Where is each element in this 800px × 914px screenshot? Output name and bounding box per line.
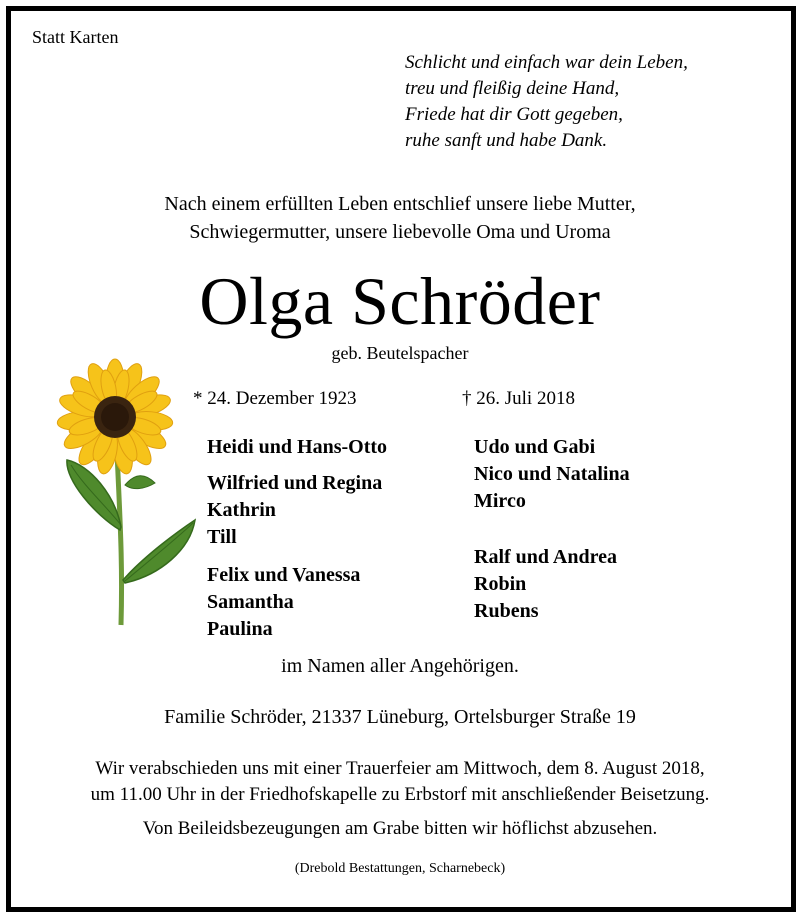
poem-line: Friede hat dir Gott gegeben, (405, 104, 623, 125)
family-group (207, 434, 387, 461)
family-group (474, 434, 630, 515)
family-member: Nico und Natalina (474, 463, 630, 485)
family-member: Rubens (474, 600, 539, 622)
family-member: Ralf und Andrea (474, 546, 618, 568)
family-member: Udo und Gabi (474, 436, 596, 458)
sunflower-image (45, 355, 205, 630)
poem-line: ruhe sanft und habe Dank. (405, 130, 608, 151)
family-address: Familie Schröder, 21337 Lüneburg, Ortelsburger Straße 19 (164, 706, 636, 728)
family-member: Mirco (474, 490, 526, 512)
statt-karten-label: Statt Karten (32, 27, 119, 47)
undertaker-credit: (Drebold Bestattungen, Scharnebeck) (294, 861, 506, 876)
behalf-line: im Namen aller Angehörigen. (281, 655, 519, 677)
family-group (207, 470, 382, 551)
service-line: Wir verabschieden uns mit einer Trauerfeier am Mittwoch, dem 8. August 2018, (95, 758, 705, 779)
family-member: Till (207, 526, 237, 548)
condolences-note: Von Beileidsbezeugungen am Grabe bitten wir höflichst abzusehen. (142, 818, 658, 839)
family-member: Paulina (207, 618, 273, 640)
deceased-name: Olga Schröder (199, 263, 601, 339)
intro-line: Nach einem erfüllten Leben entschlief unsere liebe Mutter, (164, 193, 636, 215)
poem-line: treu und fleißig deine Hand, (405, 78, 620, 99)
poem (405, 50, 688, 154)
death-date: † 26. Juli 2018 (462, 388, 575, 409)
family-group (207, 562, 360, 643)
family-member: Felix und Vanessa (207, 564, 361, 586)
intro-text (0, 190, 800, 246)
intro-line: Schwiegermutter, unsere liebevolle Oma und Uroma (189, 221, 611, 243)
family-member: Kathrin (207, 499, 276, 521)
service-info (0, 756, 800, 808)
family-member: Wilfried und Regina (207, 472, 383, 494)
maiden-name: geb. Beutelspacher (331, 343, 469, 363)
poem-line: Schlicht und einfach war dein Leben, (405, 52, 688, 73)
family-member: Heidi und Hans-Otto (207, 436, 388, 458)
family-member: Robin (474, 573, 527, 595)
service-line: um 11.00 Uhr in der Friedhofskapelle zu Erbstorf mit anschließender Beisetzung. (90, 784, 710, 805)
birth-date: * 24. Dezember 1923 (193, 388, 357, 409)
family-member: Samantha (207, 591, 294, 613)
family-group (474, 544, 617, 625)
